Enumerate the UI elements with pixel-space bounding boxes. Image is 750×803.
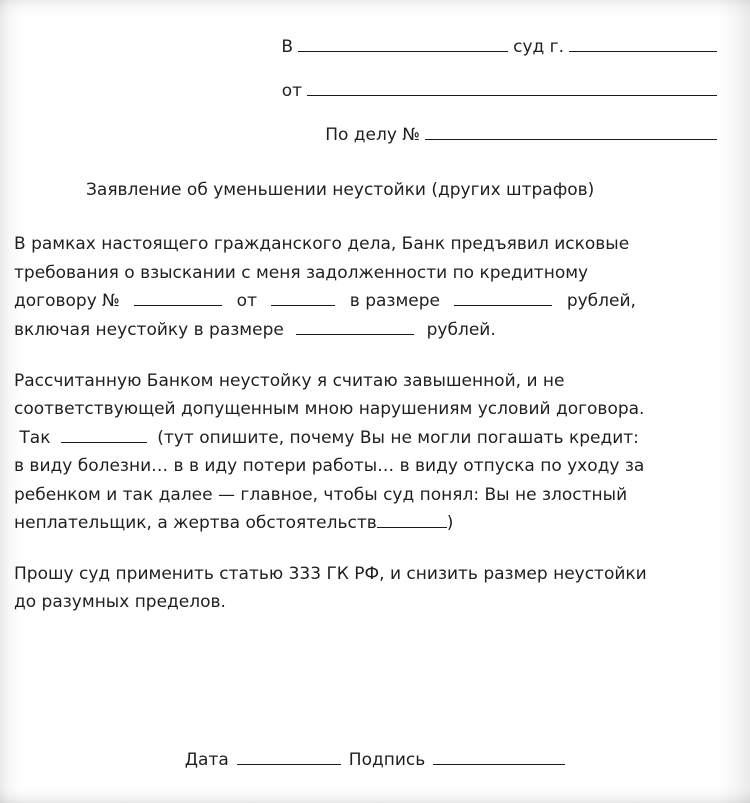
paragraph-1-line-3 [14, 287, 736, 316]
paragraph-3-line-1: Прошу суд применить статью 333 ГК РФ, и снизить размер неустойки [14, 563, 647, 584]
paragraph-2-line-1: Рассчитанную Банком неустойку я считаю завышенной, и не [14, 370, 565, 391]
contract-date-word: от [236, 291, 257, 312]
paragraph-1-line-1: В рамках настоящего гражданского дела, Банк предъявил исковые [14, 234, 630, 255]
applicant-line [14, 82, 722, 100]
court-name-blank[interactable] [298, 38, 508, 52]
signature-blank[interactable] [433, 751, 565, 765]
reason-intro-blank[interactable] [61, 429, 147, 443]
contract-date-blank[interactable] [271, 292, 335, 306]
rubles-word-1: рублей, [566, 291, 636, 312]
applicant-name-blank[interactable] [307, 82, 717, 96]
court-city-label: суд г. [513, 37, 564, 57]
rubles-word-2: рублей. [426, 320, 496, 341]
case-number-blank[interactable] [425, 126, 717, 140]
court-prefix-label: В [281, 37, 294, 57]
victim-of-circumstances-text: неплательщик, а жертва обстоятельств [14, 513, 377, 534]
penalty-amount-label: включая неустойку в размере [14, 320, 284, 341]
amount-word: в размере [349, 291, 441, 312]
case-number-label: По делу № [325, 125, 420, 145]
header-block [14, 38, 736, 144]
claim-amount-blank[interactable] [454, 292, 552, 306]
closing-parenthesis: ) [446, 513, 454, 534]
document-sheet [14, 14, 736, 789]
court-city-blank[interactable] [569, 38, 717, 52]
paragraph-2-line-3 [14, 424, 736, 453]
contract-number-sign: № [102, 291, 120, 312]
date-blank[interactable] [237, 751, 341, 765]
paragraph-penalty-objection [14, 367, 736, 538]
date-label: Дата [184, 750, 229, 770]
signature-label: Подпись [348, 750, 426, 770]
paragraph-1-line-4 [14, 316, 736, 345]
document-title: Заявление об уменьшении неустойки (других штрафов) [86, 180, 595, 200]
penalty-amount-blank[interactable] [296, 321, 414, 335]
document-body [14, 230, 736, 617]
paragraph-2-line-6 [14, 509, 736, 538]
paragraph-2-line-5: ребенком и так далее — главное, чтобы суд понял: Вы не злостный [14, 484, 628, 505]
paragraph-request [14, 560, 736, 617]
paragraph-1-line-2: требования о взыскании с меня задолженности по кредитному [14, 262, 589, 283]
case-number-line [14, 126, 722, 144]
contract-word: договору [14, 291, 97, 312]
paragraph-2-line-4: в виду болезни… в в иду потери работы… в виду отпуска по уходу за [14, 456, 645, 477]
contract-number-blank[interactable] [134, 292, 222, 306]
so-word: Так [19, 427, 51, 448]
paragraph-2-line-2: соответствующей допущенным мною нарушениям условий договора. [14, 399, 645, 420]
signature-block [14, 750, 736, 770]
reason-detail-blank[interactable] [377, 514, 447, 528]
court-line [14, 38, 722, 56]
reason-hint-text: (тут опишите, почему Вы не могли погашать кредит: [157, 427, 639, 448]
paragraph-claim-summary [14, 230, 736, 344]
paragraph-3-line-2: до разумных пределов. [14, 592, 226, 613]
applicant-label: от [281, 81, 302, 101]
